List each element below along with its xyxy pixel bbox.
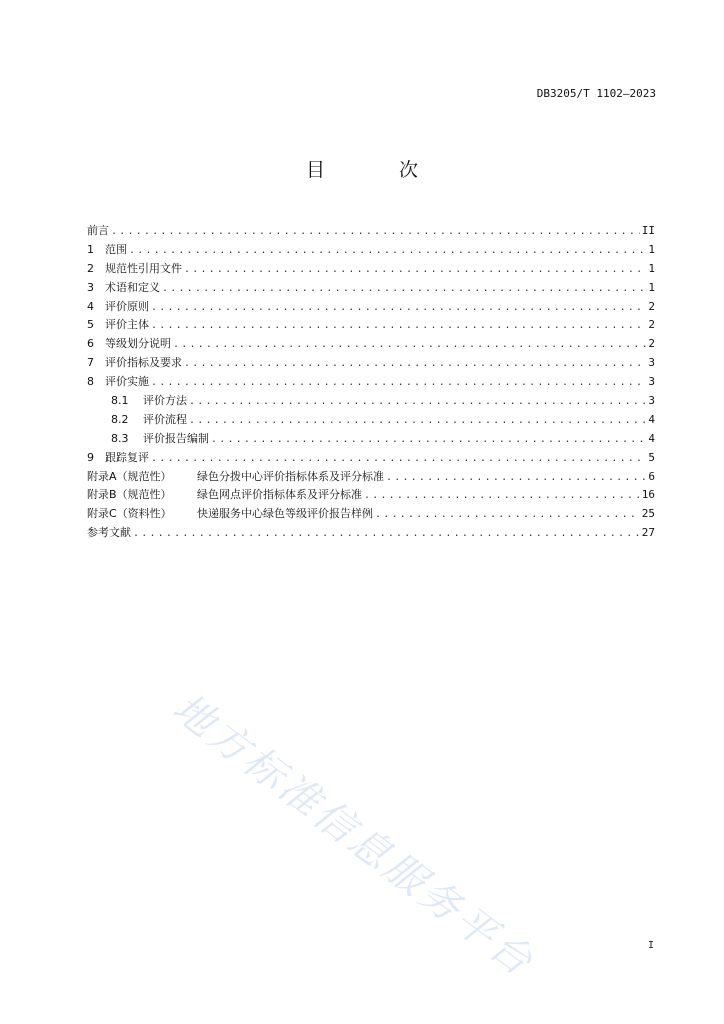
toc-entry-number: 4	[87, 299, 94, 313]
toc-entry-page: 2	[648, 299, 655, 313]
toc-leader-dots	[184, 355, 646, 374]
toc-entry-label: 评价主体	[105, 318, 149, 332]
toc-entry-appendix-a[interactable]	[87, 468, 655, 487]
toc-entry-5[interactable]	[87, 316, 655, 335]
toc-entry-label: 前言	[87, 224, 109, 237]
toc-entry-references[interactable]	[87, 524, 655, 543]
toc-leader-dots	[189, 412, 646, 431]
toc-entry-number: 9	[87, 450, 94, 464]
toc-entry-8-3[interactable]	[87, 430, 655, 449]
page-title: 目 次	[305, 159, 453, 181]
toc-entry-appendix-b[interactable]	[87, 486, 655, 505]
toc-entry-page: 2	[648, 318, 655, 332]
toc-entry-1[interactable]	[87, 241, 655, 260]
toc-entry-label: 评价指标及要求	[105, 356, 182, 370]
toc-entry-label: 评价流程	[143, 412, 187, 426]
toc-entry-4[interactable]	[87, 298, 655, 317]
toc-entry-page: 5	[648, 450, 655, 464]
toc-entry-number: 8.2	[111, 412, 129, 426]
toc-entry-label: 跟踪复评	[105, 450, 149, 464]
toc-entry-9[interactable]	[87, 449, 655, 468]
toc-entry-7[interactable]	[87, 354, 655, 373]
toc-entry-number: 附录C（资料性）	[87, 507, 172, 521]
toc-leader-dots	[162, 280, 646, 299]
page-number: I	[648, 940, 655, 951]
toc-entry-number: 8.3	[111, 431, 129, 445]
toc-entry-number: 5	[87, 318, 94, 332]
toc-entry-number: 附录A（规范性）	[87, 469, 172, 483]
toc-entry-label: 绿色分拨中心评价指标体系及评分标准	[197, 469, 384, 483]
toc-entry-label: 规范性引用文件	[105, 261, 182, 275]
toc-entry-8-1[interactable]	[87, 392, 655, 411]
toc-leader-dots	[151, 317, 646, 336]
toc-entry-number: 2	[87, 261, 94, 275]
toc-leader-dots	[151, 374, 646, 393]
toc-entry-page: 6	[648, 469, 655, 483]
toc-entry-number: 6	[87, 337, 94, 351]
toc-entry-label: 评价实施	[105, 375, 149, 389]
toc-entry-page: 2	[648, 337, 655, 351]
toc-entry-page: 3	[648, 394, 655, 408]
table-of-contents	[87, 222, 655, 543]
toc-entry-page: 3	[648, 356, 655, 370]
toc-entry-6[interactable]	[87, 335, 655, 354]
toc-entry-8-2[interactable]	[87, 411, 655, 430]
toc-entry-label: 范围	[105, 242, 127, 256]
toc-entry-appendix-c[interactable]	[87, 505, 655, 524]
toc-leader-dots	[173, 336, 646, 355]
toc-entry-label: 等级划分说明	[105, 337, 171, 351]
toc-entry-number: 1	[87, 242, 94, 256]
toc-entry-number: 8.1	[111, 394, 129, 408]
toc-leader-dots	[189, 393, 646, 412]
document-code: DB3205/T 1102—2023	[536, 87, 656, 100]
toc-entry-page: 3	[648, 375, 655, 389]
toc-leader-dots	[151, 299, 646, 318]
toc-entry-page: 4	[648, 412, 655, 426]
toc-leader-dots	[151, 450, 646, 469]
toc-entry-number: 3	[87, 280, 94, 294]
toc-leader-dots	[375, 506, 640, 525]
toc-entry-number: 8	[87, 375, 94, 389]
toc-entry-page: II	[641, 224, 655, 237]
toc-entry-number: 附录B（规范性）	[87, 488, 172, 502]
toc-entry-number: 7	[87, 356, 94, 370]
toc-entry-page: 4	[648, 431, 655, 445]
toc-entry-label: 评价方法	[143, 394, 187, 408]
toc-leader-dots	[211, 431, 646, 450]
toc-entry-page: 25	[641, 507, 655, 521]
toc-entry-page: 16	[641, 488, 655, 502]
toc-entry-page: 1	[648, 242, 655, 256]
toc-entry-page: 1	[648, 261, 655, 275]
toc-leader-dots	[184, 261, 646, 280]
toc-entry-label: 参考文献	[87, 526, 131, 540]
toc-entry-foreword[interactable]	[87, 222, 655, 241]
toc-entry-label: 术语和定义	[105, 280, 160, 294]
toc-leader-dots	[129, 242, 646, 261]
toc-leader-dots	[111, 223, 640, 242]
toc-entry-label: 快递服务中心绿色等级评价报告样例	[197, 507, 373, 521]
toc-entry-label: 评价原则	[105, 299, 149, 313]
toc-leader-dots	[364, 487, 640, 506]
toc-entry-page: 27	[641, 526, 655, 540]
toc-entry-8[interactable]	[87, 373, 655, 392]
toc-entry-3[interactable]	[87, 279, 655, 298]
toc-leader-dots	[386, 469, 646, 488]
toc-entry-page: 1	[648, 280, 655, 294]
toc-entry-label: 评价报告编制	[143, 431, 209, 445]
watermark: 地方标准信息服务平台	[164, 684, 544, 987]
toc-entry-2[interactable]	[87, 260, 655, 279]
toc-leader-dots	[133, 525, 640, 544]
toc-entry-label: 绿色网点评价指标体系及评分标准	[197, 488, 362, 502]
